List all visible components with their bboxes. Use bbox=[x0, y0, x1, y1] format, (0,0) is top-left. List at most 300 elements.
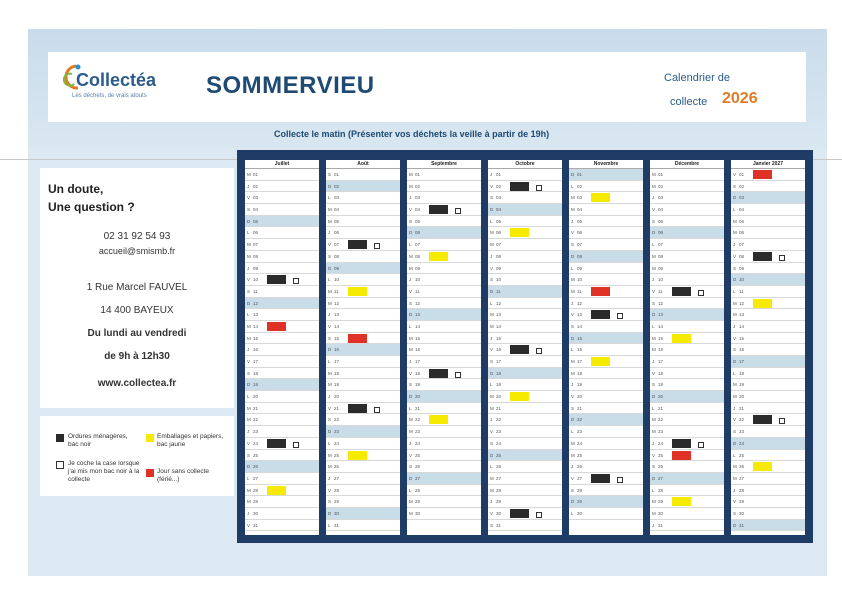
weekday-letter: D bbox=[409, 312, 413, 318]
collection-marker bbox=[510, 228, 529, 237]
day-number: 30 bbox=[577, 510, 583, 516]
day-row bbox=[245, 216, 319, 228]
day-row bbox=[488, 461, 562, 473]
weekday-letter: V bbox=[571, 312, 575, 318]
day-row bbox=[650, 333, 724, 345]
weekday-letter: D bbox=[571, 253, 575, 259]
day-row bbox=[650, 344, 724, 356]
weekday-letter: M bbox=[733, 464, 737, 470]
day-row bbox=[731, 356, 805, 368]
weekday-letter: M bbox=[733, 475, 737, 481]
day-row bbox=[245, 450, 319, 462]
day-number: 19 bbox=[577, 382, 583, 388]
day-row bbox=[407, 204, 481, 216]
day-number: 30 bbox=[496, 510, 502, 516]
day-row bbox=[731, 274, 805, 286]
day-row bbox=[731, 169, 805, 181]
day-number: 29 bbox=[577, 499, 583, 505]
day-number: 23 bbox=[739, 429, 745, 435]
day-row bbox=[569, 379, 643, 391]
day-number: 01 bbox=[334, 172, 340, 177]
day-number: 13 bbox=[577, 312, 583, 318]
day-number: 16 bbox=[253, 347, 259, 353]
day-row bbox=[731, 368, 805, 380]
weekday-letter: S bbox=[733, 265, 737, 271]
day-number: 02 bbox=[253, 183, 259, 189]
email-link[interactable]: accueil@smismb.fr bbox=[98, 246, 176, 256]
website-link[interactable]: www.collectea.fr bbox=[97, 378, 177, 389]
day-number: 31 bbox=[739, 522, 745, 528]
weekday-letter: M bbox=[652, 429, 656, 435]
day-row bbox=[245, 356, 319, 368]
day-row bbox=[731, 438, 805, 450]
day-row bbox=[650, 321, 724, 333]
day-number: 16 bbox=[334, 347, 340, 353]
day-row bbox=[245, 508, 319, 520]
weekday-letter: V bbox=[733, 417, 737, 423]
day-number: 27 bbox=[334, 475, 340, 481]
question-heading: Un doute, bbox=[48, 182, 104, 196]
weekday-letter: V bbox=[571, 230, 575, 236]
day-number: 17 bbox=[577, 359, 583, 364]
weekday-letter: M bbox=[247, 172, 251, 177]
weekday-letter: M bbox=[328, 370, 332, 376]
weekday-letter: S bbox=[409, 382, 413, 388]
weekday-letter: D bbox=[409, 475, 413, 481]
weekday-letter: V bbox=[490, 347, 494, 353]
day-row bbox=[731, 403, 805, 415]
weekday-letter: J bbox=[733, 242, 736, 248]
day-row bbox=[326, 414, 400, 426]
day-number: 16 bbox=[739, 347, 745, 353]
collection-note: Collecte le matin (Présenter vos déchets la veille à partir de 19h) bbox=[274, 129, 550, 139]
weekday-letter: M bbox=[733, 382, 737, 388]
day-row bbox=[326, 216, 400, 228]
day-number: 26 bbox=[415, 464, 421, 470]
day-row bbox=[245, 473, 319, 485]
day-row bbox=[569, 204, 643, 216]
collection-checkbox[interactable] bbox=[374, 407, 380, 413]
weekday-letter: S bbox=[571, 487, 575, 493]
weekday-letter: J bbox=[652, 359, 655, 364]
weekday-letter: J bbox=[652, 522, 655, 528]
day-row bbox=[245, 461, 319, 473]
day-number: 25 bbox=[253, 452, 259, 458]
weekday-letter: V bbox=[490, 265, 494, 271]
weekday-letter: D bbox=[571, 499, 575, 505]
day-row bbox=[245, 227, 319, 239]
day-row bbox=[488, 520, 562, 532]
month-column bbox=[326, 160, 400, 535]
collection-checkbox[interactable] bbox=[698, 290, 704, 296]
weekday-letter: D bbox=[652, 475, 656, 481]
day-row bbox=[245, 286, 319, 298]
weekday-letter: M bbox=[733, 230, 737, 236]
weekday-letter: M bbox=[409, 183, 413, 189]
day-number: 10 bbox=[496, 277, 502, 283]
day-number: 13 bbox=[658, 312, 664, 318]
day-number: 06 bbox=[496, 230, 502, 236]
day-number: 13 bbox=[334, 312, 340, 318]
weekday-letter: M bbox=[652, 172, 656, 177]
day-row bbox=[488, 169, 562, 181]
weekday-letter: L bbox=[328, 277, 331, 283]
day-number: 27 bbox=[658, 475, 664, 481]
weekday-letter: M bbox=[247, 487, 251, 493]
month-heading: Juillet bbox=[245, 160, 319, 169]
day-row bbox=[407, 192, 481, 204]
weekday-letter: V bbox=[409, 207, 413, 213]
day-row bbox=[731, 192, 805, 204]
day-number: 18 bbox=[577, 370, 583, 376]
day-number: 25 bbox=[415, 452, 421, 458]
day-row bbox=[731, 379, 805, 391]
collection-checkbox[interactable] bbox=[536, 348, 542, 354]
day-number: 05 bbox=[253, 218, 259, 224]
day-row bbox=[569, 263, 643, 275]
weekday-letter: D bbox=[490, 452, 494, 458]
weekday-letter: V bbox=[328, 405, 332, 411]
weekday-letter: D bbox=[409, 230, 413, 236]
weekday-letter: M bbox=[733, 394, 737, 400]
weekday-letter: V bbox=[652, 452, 656, 458]
weekday-letter: V bbox=[733, 335, 737, 341]
day-number: 09 bbox=[253, 265, 259, 271]
day-row bbox=[569, 508, 643, 520]
day-row bbox=[407, 251, 481, 263]
day-row bbox=[407, 356, 481, 368]
weekday-letter: M bbox=[409, 499, 413, 505]
collection-marker bbox=[591, 310, 610, 319]
weekday-letter: V bbox=[247, 440, 251, 446]
weekday-letter: M bbox=[490, 394, 494, 400]
day-number: 28 bbox=[253, 487, 259, 493]
weekday-letter: J bbox=[571, 300, 574, 306]
day-number: 23 bbox=[334, 429, 340, 435]
day-number: 20 bbox=[577, 394, 583, 400]
day-number: 12 bbox=[415, 300, 421, 306]
day-number: 10 bbox=[415, 277, 421, 283]
weekday-letter: M bbox=[328, 464, 332, 470]
day-row bbox=[731, 508, 805, 520]
day-row bbox=[650, 426, 724, 438]
day-row bbox=[650, 298, 724, 310]
day-row bbox=[488, 216, 562, 228]
day-row bbox=[650, 356, 724, 368]
weekday-letter: D bbox=[733, 359, 737, 364]
weekday-letter: J bbox=[247, 347, 250, 353]
weekday-letter: V bbox=[247, 277, 251, 283]
day-row bbox=[488, 239, 562, 251]
weekday-letter: L bbox=[733, 370, 736, 376]
collection-checkbox[interactable] bbox=[374, 243, 380, 249]
weekday-letter: M bbox=[409, 429, 413, 435]
weekday-letter: M bbox=[328, 300, 332, 306]
month-heading: Août bbox=[326, 160, 400, 169]
day-number: 08 bbox=[658, 253, 664, 259]
day-number: 17 bbox=[496, 359, 502, 364]
weekday-letter: M bbox=[247, 323, 251, 329]
collection-marker bbox=[672, 497, 691, 506]
day-number: 26 bbox=[253, 464, 259, 470]
weekday-letter: D bbox=[733, 440, 737, 446]
collectea-logo bbox=[62, 62, 172, 102]
day-number: 13 bbox=[253, 312, 259, 318]
day-number: 12 bbox=[739, 300, 745, 306]
day-row bbox=[569, 496, 643, 508]
day-number: 27 bbox=[739, 475, 745, 481]
day-number: 28 bbox=[334, 487, 340, 493]
day-number: 29 bbox=[334, 499, 340, 505]
day-number: 12 bbox=[577, 300, 583, 306]
day-row bbox=[731, 333, 805, 345]
weekday-letter: J bbox=[652, 277, 655, 283]
collection-checkbox[interactable] bbox=[779, 255, 785, 261]
day-number: 12 bbox=[496, 300, 502, 306]
day-row bbox=[488, 227, 562, 239]
day-row bbox=[650, 227, 724, 239]
day-number: 23 bbox=[658, 429, 664, 435]
day-number: 19 bbox=[334, 382, 340, 388]
weekday-letter: M bbox=[328, 218, 332, 224]
day-row bbox=[407, 216, 481, 228]
collection-checkbox[interactable] bbox=[293, 442, 299, 448]
weekday-letter: J bbox=[409, 359, 412, 364]
collection-checkbox[interactable] bbox=[536, 185, 542, 191]
day-number: 22 bbox=[253, 417, 259, 423]
collection-checkbox[interactable] bbox=[536, 512, 542, 518]
day-number: 16 bbox=[577, 347, 583, 353]
holiday-label: Jour sans collecte (férié...) bbox=[157, 468, 210, 483]
day-number: 11 bbox=[253, 288, 258, 294]
weekday-letter: L bbox=[571, 265, 574, 271]
day-row bbox=[650, 263, 724, 275]
day-number: 02 bbox=[739, 183, 745, 189]
day-row bbox=[407, 496, 481, 508]
weekday-letter: J bbox=[490, 172, 493, 177]
day-row bbox=[326, 204, 400, 216]
weekday-letter: M bbox=[490, 475, 494, 481]
day-number: 02 bbox=[577, 183, 583, 189]
day-number: 07 bbox=[253, 242, 259, 248]
day-number: 08 bbox=[334, 253, 340, 259]
day-number: 26 bbox=[577, 464, 583, 470]
day-number: 30 bbox=[739, 510, 745, 516]
day-row bbox=[569, 181, 643, 193]
day-number: 11 bbox=[334, 288, 339, 294]
month-heading: Novembre bbox=[569, 160, 643, 169]
day-number: 07 bbox=[577, 242, 583, 248]
day-number: 13 bbox=[415, 312, 421, 318]
opening-days: Du lundi au vendredi bbox=[87, 328, 187, 339]
collection-checkbox[interactable] bbox=[617, 477, 623, 483]
day-number: 05 bbox=[415, 218, 421, 224]
day-row bbox=[650, 391, 724, 403]
day-row bbox=[488, 286, 562, 298]
weekday-letter: M bbox=[328, 288, 332, 294]
weekday-letter: S bbox=[409, 464, 413, 470]
day-row bbox=[569, 344, 643, 356]
day-number: 14 bbox=[577, 323, 583, 329]
day-number: 21 bbox=[658, 405, 664, 411]
day-row bbox=[650, 286, 724, 298]
phone-number[interactable]: 02 31 92 54 93 bbox=[103, 231, 171, 242]
day-row bbox=[407, 391, 481, 403]
day-number: 17 bbox=[334, 359, 340, 364]
weekday-letter: M bbox=[571, 288, 575, 294]
day-number: 09 bbox=[658, 265, 664, 271]
calendar-label-2: collecte bbox=[670, 96, 708, 108]
day-number: 09 bbox=[496, 265, 502, 271]
day-number: 17 bbox=[415, 359, 421, 364]
weekday-letter: M bbox=[490, 487, 494, 493]
weekday-letter: D bbox=[490, 288, 494, 294]
day-number: 18 bbox=[739, 370, 745, 376]
day-row bbox=[245, 414, 319, 426]
day-number: 27 bbox=[577, 475, 583, 481]
day-number: 19 bbox=[739, 382, 745, 388]
weekday-letter: L bbox=[247, 394, 250, 400]
day-number: 11 bbox=[415, 288, 420, 294]
day-row bbox=[731, 251, 805, 263]
weekday-letter: J bbox=[733, 323, 736, 329]
day-row bbox=[731, 520, 805, 532]
day-row bbox=[488, 274, 562, 286]
month-column bbox=[650, 160, 724, 535]
weekday-letter: J bbox=[490, 499, 493, 505]
weekday-letter: M bbox=[652, 335, 656, 341]
weekday-letter: S bbox=[490, 522, 494, 528]
weekday-letter: S bbox=[571, 242, 575, 248]
weekday-letter: M bbox=[247, 335, 251, 341]
day-number: 21 bbox=[334, 405, 340, 411]
weekday-letter: L bbox=[409, 242, 412, 248]
day-number: 13 bbox=[739, 312, 745, 318]
weekday-letter: S bbox=[490, 195, 494, 201]
weekday-letter: M bbox=[733, 312, 737, 318]
day-number: 29 bbox=[658, 499, 664, 505]
day-number: 18 bbox=[253, 370, 259, 376]
weekday-letter: D bbox=[328, 183, 332, 189]
day-number: 25 bbox=[577, 452, 583, 458]
weekday-letter: D bbox=[733, 522, 737, 528]
day-row bbox=[407, 227, 481, 239]
day-row bbox=[650, 251, 724, 263]
weekday-letter: V bbox=[652, 370, 656, 376]
day-number: 10 bbox=[253, 277, 259, 283]
day-row bbox=[569, 251, 643, 263]
weekday-letter: D bbox=[571, 417, 575, 423]
day-row bbox=[650, 461, 724, 473]
collection-checkbox[interactable] bbox=[455, 208, 461, 214]
collection-marker bbox=[591, 357, 610, 366]
weekday-letter: V bbox=[652, 207, 656, 213]
weekday-letter: L bbox=[652, 242, 655, 248]
weekday-letter: V bbox=[571, 475, 575, 481]
weekday-letter: L bbox=[328, 522, 331, 528]
day-row bbox=[650, 181, 724, 193]
day-number: 25 bbox=[496, 452, 502, 458]
day-row bbox=[407, 438, 481, 450]
collection-marker bbox=[510, 509, 529, 518]
day-row bbox=[326, 473, 400, 485]
collection-marker bbox=[672, 451, 691, 460]
weekday-letter: D bbox=[247, 300, 251, 306]
day-row bbox=[731, 309, 805, 321]
weekday-letter: J bbox=[490, 335, 493, 341]
weekday-letter: V bbox=[247, 522, 251, 528]
weekday-letter: M bbox=[247, 253, 251, 259]
day-row bbox=[326, 344, 400, 356]
weekday-letter: J bbox=[247, 265, 250, 271]
day-row bbox=[326, 298, 400, 310]
day-number: 20 bbox=[739, 394, 745, 400]
day-row bbox=[569, 356, 643, 368]
collection-marker bbox=[672, 334, 691, 343]
day-row bbox=[569, 227, 643, 239]
collection-checkbox[interactable] bbox=[455, 372, 461, 378]
weekday-letter: M bbox=[652, 510, 656, 516]
weekday-letter: D bbox=[652, 312, 656, 318]
day-number: 20 bbox=[415, 394, 421, 400]
day-number: 31 bbox=[658, 522, 664, 528]
collection-checkbox[interactable] bbox=[293, 278, 299, 284]
collection-checkbox[interactable] bbox=[617, 313, 623, 319]
day-row bbox=[326, 251, 400, 263]
collection-checkbox[interactable] bbox=[779, 418, 785, 424]
weekday-letter: S bbox=[247, 207, 251, 213]
month-column bbox=[569, 160, 643, 535]
black-bin-label: Ordures ménagères, bac noir bbox=[68, 433, 128, 448]
black-bin-swatch bbox=[56, 434, 64, 442]
weekday-letter: L bbox=[571, 510, 574, 516]
day-row bbox=[488, 333, 562, 345]
day-row bbox=[731, 461, 805, 473]
weekday-letter: M bbox=[409, 510, 413, 516]
day-row bbox=[407, 344, 481, 356]
day-number: 08 bbox=[739, 253, 745, 259]
day-number: 25 bbox=[658, 452, 664, 458]
weekday-letter: M bbox=[490, 230, 494, 236]
day-number: 06 bbox=[415, 230, 421, 236]
day-row bbox=[326, 274, 400, 286]
day-number: 04 bbox=[739, 207, 745, 213]
weekday-letter: M bbox=[328, 382, 332, 388]
day-row bbox=[731, 227, 805, 239]
day-number: 09 bbox=[739, 265, 745, 271]
weekday-letter: L bbox=[490, 300, 493, 306]
day-number: 30 bbox=[415, 510, 421, 516]
collection-checkbox[interactable] bbox=[698, 442, 704, 448]
day-number: 09 bbox=[577, 265, 583, 271]
day-number: 15 bbox=[739, 335, 745, 341]
day-row bbox=[326, 520, 400, 532]
day-number: 03 bbox=[334, 195, 340, 201]
weekday-letter: L bbox=[247, 475, 250, 481]
opening-hours: de 9h à 12h30 bbox=[104, 351, 170, 362]
day-row bbox=[245, 274, 319, 286]
day-row bbox=[407, 473, 481, 485]
day-row bbox=[407, 263, 481, 275]
day-row bbox=[407, 426, 481, 438]
day-number: 08 bbox=[577, 253, 583, 259]
day-number: 10 bbox=[739, 277, 745, 283]
day-row bbox=[407, 450, 481, 462]
day-row bbox=[326, 239, 400, 251]
collection-marker bbox=[348, 404, 367, 413]
day-number: 16 bbox=[496, 347, 502, 353]
day-number: 19 bbox=[496, 382, 502, 388]
